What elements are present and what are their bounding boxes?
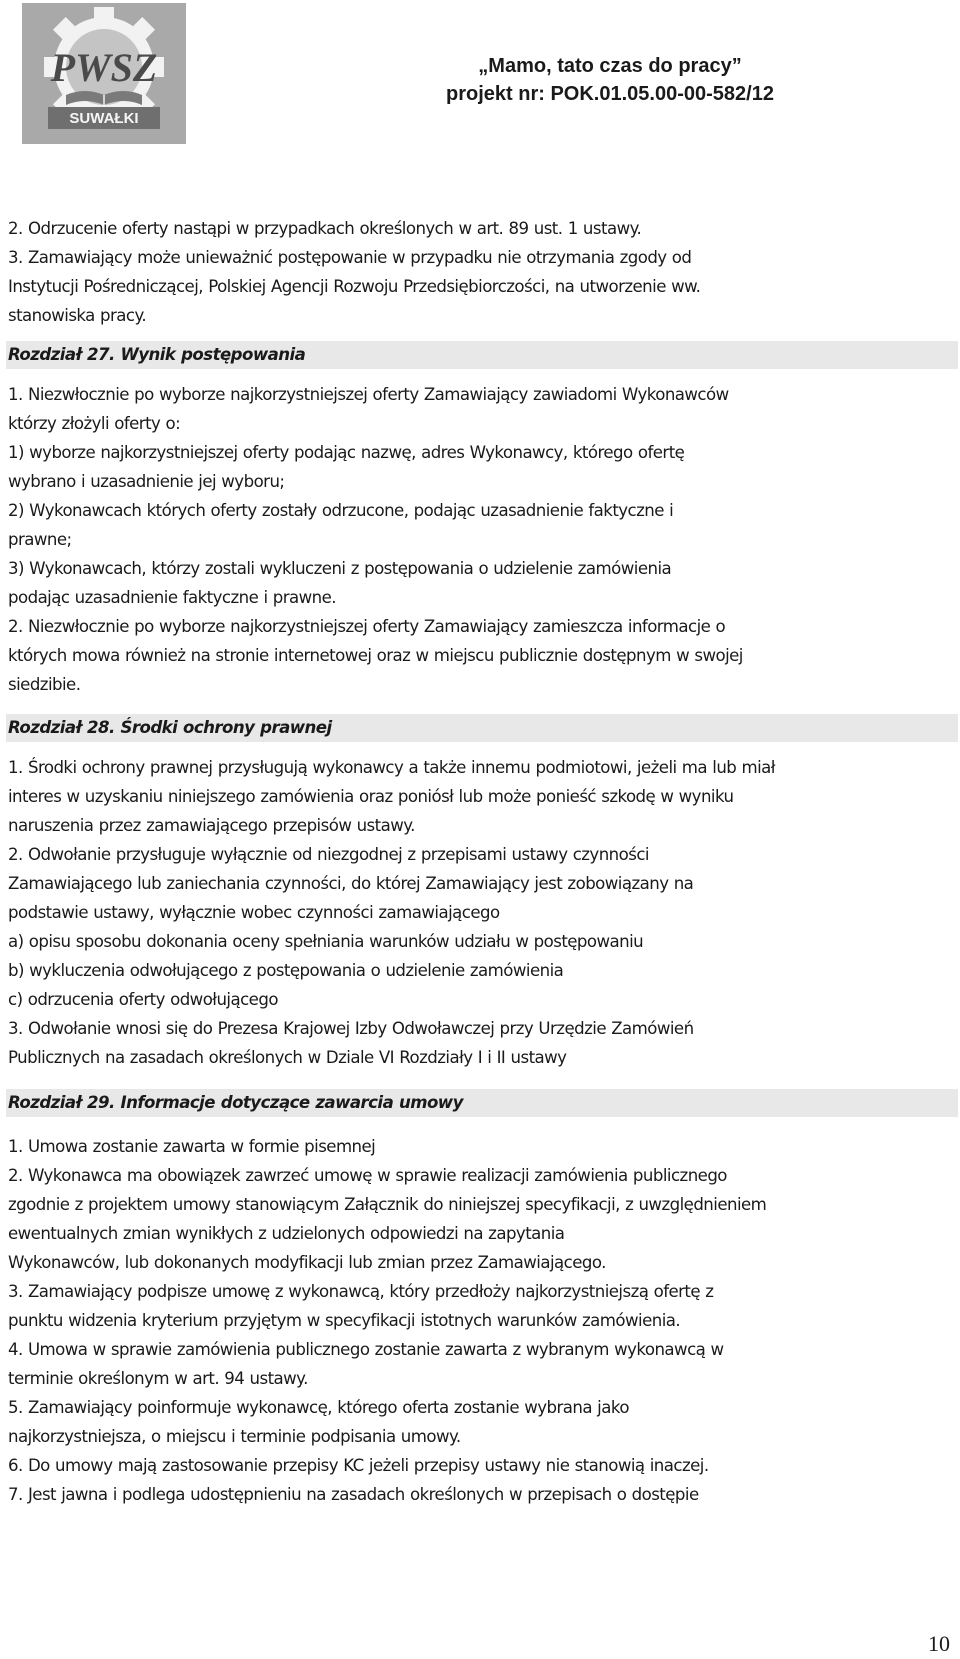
text-line: podając uzasadnienie faktyczne i prawne.: [8, 588, 337, 607]
text-line: Wykonawców, lub dokonanych modyfikacji lub zmian przez Zamawiającego.: [8, 1253, 606, 1272]
text-line: ewentualnych zmian wynikłych z udzielonych odpowiedzi na zapytania: [8, 1224, 565, 1243]
section-27: [8, 341, 954, 699]
intro-block: [8, 214, 954, 330]
text-line: punktu widzenia kryterium przyjętym w specyfikacji istotnych warunków zamówienia.: [8, 1311, 681, 1330]
document-body: [8, 214, 954, 1509]
text-line: 3) Wykonawcach, którzy zostali wykluczeni z postępowania o udzielenie zamówienia: [8, 559, 672, 578]
text-line: 3. Odwołanie wnosi się do Prezesa Krajowej Izby Odwoławczej przy Urzędzie Zamówień: [8, 1019, 694, 1038]
project-number: projekt nr: POK.01.05.00-00-582/12: [446, 83, 774, 105]
text-line: 1) wyborze najkorzystniejszej oferty podając nazwę, adres Wykonawcy, którego ofertę: [8, 443, 685, 462]
text-line: interes w uzyskaniu niniejszego zamówienia oraz poniósł lub może ponieść szkodę w wyniku: [8, 787, 734, 806]
text-line: 2. Niezwłocznie po wyborze najkorzystniejszej oferty Zamawiający zamieszcza informacje o: [8, 617, 726, 636]
section-heading: Rozdział 28. Środki ochrony prawnej: [6, 714, 958, 742]
text-line: 3. Zamawiający może unieważnić postępowanie w przypadku nie otrzymania zgody od: [8, 248, 692, 267]
section-29: [8, 1089, 954, 1509]
pwsz-logo: [22, 3, 186, 144]
logo-text: PWSZ: [50, 45, 158, 90]
text-line: Instytucji Pośredniczącej, Polskiej Agencji Rozwoju Przedsiębiorczości, na utworzenie ww.: [8, 277, 701, 296]
text-line: 2. Wykonawca ma obowiązek zawrzeć umowę w sprawie realizacji zamówienia publicznego: [8, 1166, 727, 1185]
text-line: najkorzystniejsza, o miejscu i terminie podpisania umowy.: [8, 1427, 461, 1446]
text-line: 2. Odrzucenie oferty nastąpi w przypadkach określonych w art. 89 ust. 1 ustawy.: [8, 219, 642, 238]
section-heading: Rozdział 29. Informacje dotyczące zawarcia umowy: [6, 1089, 958, 1117]
text-line: 5. Zamawiający poinformuje wykonawcę, którego oferta zostanie wybrana jako: [8, 1398, 629, 1417]
text-line: 1. Niezwłocznie po wyborze najkorzystniejszej oferty Zamawiający zawiadomi Wykonawców: [8, 385, 729, 404]
section-28: [8, 714, 954, 1072]
text-line: 6. Do umowy mają zastosowanie przepisy KC jeżeli przepisy ustawy nie stanowią inaczej.: [8, 1456, 709, 1475]
text-line: 1. Środki ochrony prawnej przysługują wykonawcy a także innemu podmiotowi, jeżeli ma lub miał: [8, 758, 775, 777]
project-header: [420, 52, 800, 108]
text-line: Zamawiającego lub zaniechania czynności, do której Zamawiający jest zobowiązany na: [8, 874, 694, 893]
text-line: 3. Zamawiający podpisze umowę z wykonawcą, który przedłoży najkorzystniejszą ofertę z: [8, 1282, 714, 1301]
text-line: siedzibie.: [8, 675, 81, 694]
page-number: 10: [928, 1631, 950, 1656]
text-line: 2) Wykonawcach których oferty zostały odrzucone, podając uzasadnienie faktyczne i: [8, 501, 674, 520]
text-line: 4. Umowa w sprawie zamówienia publicznego zostanie zawarta z wybranym wykonawcą w: [8, 1340, 724, 1359]
text-line: prawne;: [8, 530, 72, 549]
text-line: terminie określonym w art. 94 ustawy.: [8, 1369, 308, 1388]
logo-subtext: SUWAŁKI: [69, 110, 139, 127]
text-line: 1. Umowa zostanie zawarta w formie pisemnej: [8, 1137, 376, 1156]
text-line: wybrano i uzasadnienie jej wyboru;: [8, 472, 285, 491]
text-line: a) opisu sposobu dokonania oceny spełniania warunków udziału w postępowaniu: [8, 932, 644, 951]
text-line: naruszenia przez zamawiającego przepisów ustawy.: [8, 816, 415, 835]
text-line: Publicznych na zasadach określonych w Dziale VI Rozdziały I i II ustawy: [8, 1048, 567, 1067]
project-title: „Mamo, tato czas do pracy”: [478, 55, 742, 77]
text-line: b) wykluczenia odwołującego z postępowania o udzielenie zamówienia: [8, 961, 564, 980]
text-line: których mowa również na stronie internetowej oraz w miejscu publicznie dostępnym w swojej: [8, 646, 743, 665]
text-line: 7. Jest jawna i podlega udostępnieniu na zasadach określonych w przepisach o dostępie: [8, 1485, 699, 1504]
text-line: stanowiska pracy.: [8, 306, 147, 325]
text-line: podstawie ustawy, wyłącznie wobec czynności zamawiającego: [8, 903, 500, 922]
text-line: 2. Odwołanie przysługuje wyłącznie od niezgodnej z przepisami ustawy czynności: [8, 845, 649, 864]
text-line: zgodnie z projektem umowy stanowiącym Załącznik do niniejszej specyfikacji, z uwzględnieniem: [8, 1195, 767, 1214]
text-line: którzy złożyli oferty o:: [8, 414, 181, 433]
section-heading: Rozdział 27. Wynik postępowania: [6, 341, 958, 369]
text-line: c) odrzucenia oferty odwołującego: [8, 990, 278, 1009]
